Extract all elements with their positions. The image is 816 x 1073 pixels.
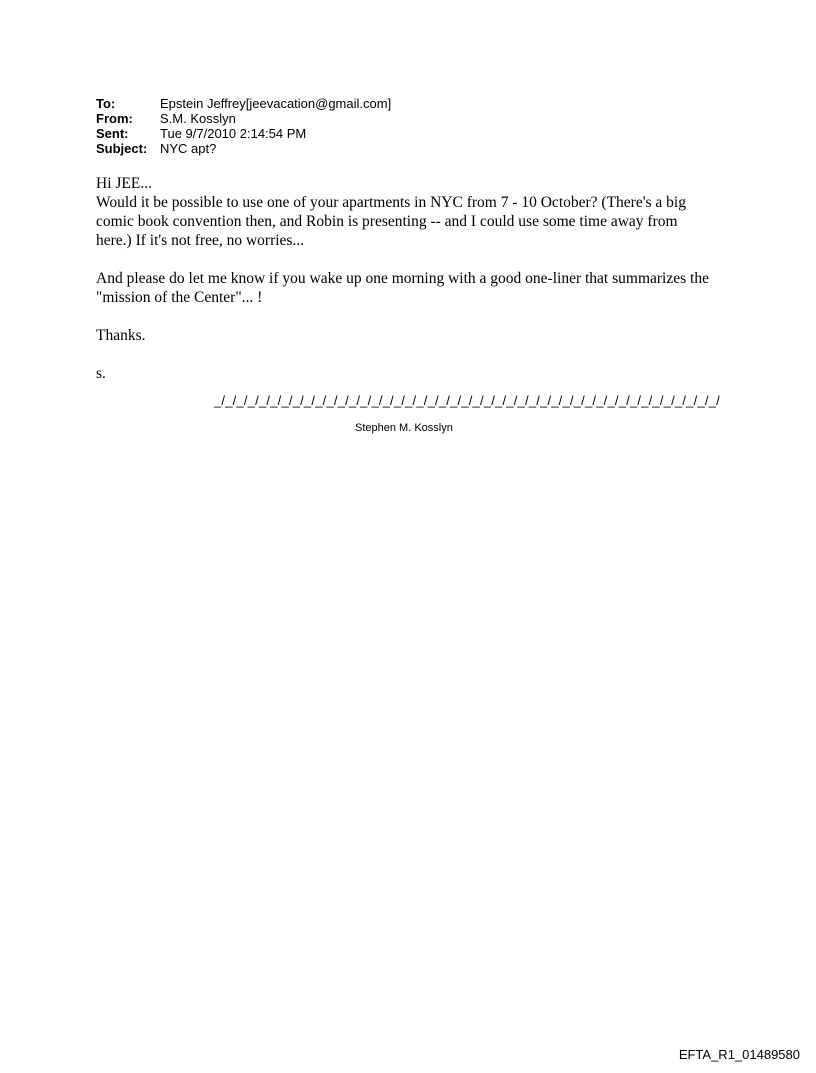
- sent-value: Tue 9/7/2010 2:14:54 PM: [160, 126, 307, 141]
- greeting: Hi JEE...: [96, 175, 152, 192]
- from-label: From:: [96, 111, 133, 126]
- from-row: [96, 111, 391, 126]
- body-paragraph-1: Would it be possible to use one of your apartments in NYC from 7 - 10 October? (There's a big comic book convention then, and Robin is presenting -- and I could use some time away from here.) If it's not free, no worries...: [96, 194, 686, 249]
- subject-label: Subject:: [96, 141, 148, 156]
- sent-row: [96, 126, 391, 141]
- document-id: EFTA_R1_01489580: [678, 1047, 800, 1062]
- thanks-line: Thanks.: [96, 327, 146, 344]
- subject-row: [96, 141, 391, 156]
- subject-value: NYC apt?: [160, 141, 217, 156]
- to-value: Epstein Jeffrey[jeevacation@gmail.com]: [160, 96, 392, 111]
- to-row: [96, 96, 391, 111]
- from-value: S.M. Kosslyn: [160, 111, 236, 126]
- email-body: [96, 174, 716, 383]
- body-paragraph-2: And please do let me know if you wake up one morning with a good one-liner that summarizes the "mission of the Center"... !: [96, 270, 709, 306]
- email-header: [96, 96, 391, 156]
- signature-divider: _/_/_/_/_/_/_/_/_/_/_/_/_/_/_/_/_/_/_/_/_/_/_/_/_/_/_/_/_/_/_/_/_/_/_/_/_/_/_/_/_/_/_/_/_/: [214, 393, 720, 408]
- signoff-line: s.: [96, 365, 106, 382]
- sent-label: Sent:: [96, 126, 129, 141]
- signature-name: Stephen M. Kosslyn: [355, 422, 453, 434]
- to-label: To:: [96, 96, 116, 111]
